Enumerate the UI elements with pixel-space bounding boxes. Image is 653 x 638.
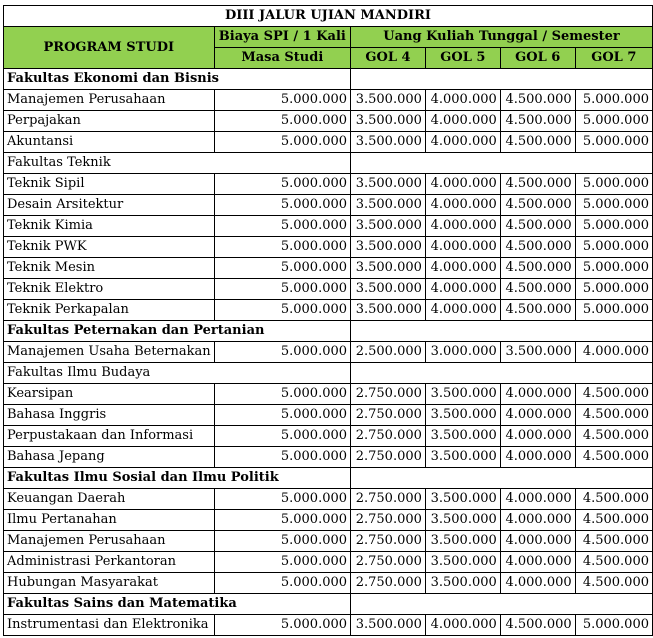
program-name: Teknik Perkapalan bbox=[4, 300, 215, 321]
table-row bbox=[4, 615, 653, 636]
gol-5-cell: 3.500.000 bbox=[425, 405, 500, 426]
spi-cell: 5.000.000 bbox=[214, 132, 350, 153]
gol-7-cell: 4.500.000 bbox=[575, 447, 652, 468]
table-title: DIII JALUR UJIAN MANDIRI bbox=[4, 6, 653, 27]
gol-4-cell: 3.500.000 bbox=[351, 90, 426, 111]
faculty-blank-cell bbox=[575, 594, 652, 615]
gol-6-cell: 4.000.000 bbox=[500, 552, 575, 573]
gol-6-cell: 4.500.000 bbox=[500, 132, 575, 153]
header-spi-line2: Masa Studi bbox=[214, 48, 350, 69]
table-row bbox=[4, 90, 653, 111]
gol-5-cell: 3.500.000 bbox=[425, 510, 500, 531]
gol-7-cell: 4.500.000 bbox=[575, 489, 652, 510]
program-name: Manajemen Usaha Beternakan bbox=[4, 342, 215, 363]
program-name: Perpajakan bbox=[4, 111, 215, 132]
gol-7-cell: 4.500.000 bbox=[575, 426, 652, 447]
table-row bbox=[4, 300, 653, 321]
program-name: Teknik PWK bbox=[4, 237, 215, 258]
faculty-blank-cell bbox=[500, 363, 575, 384]
spi-cell: 5.000.000 bbox=[214, 489, 350, 510]
program-name: Ilmu Pertanahan bbox=[4, 510, 215, 531]
spi-cell: 5.000.000 bbox=[214, 573, 350, 594]
gol-5-cell: 4.000.000 bbox=[425, 615, 500, 636]
faculty-row bbox=[4, 321, 653, 342]
gol-5-cell: 4.000.000 bbox=[425, 279, 500, 300]
gol-4-cell: 3.500.000 bbox=[351, 258, 426, 279]
gol-7-cell: 5.000.000 bbox=[575, 237, 652, 258]
gol-6-cell: 4.500.000 bbox=[500, 300, 575, 321]
program-name: Manajemen Perusahaan bbox=[4, 90, 215, 111]
gol-4-cell: 2.750.000 bbox=[351, 405, 426, 426]
gol-6-cell: 4.000.000 bbox=[500, 405, 575, 426]
gol-5-cell: 3.500.000 bbox=[425, 384, 500, 405]
program-name: Teknik Elektro bbox=[4, 279, 215, 300]
faculty-row bbox=[4, 363, 653, 384]
gol-5-cell: 4.000.000 bbox=[425, 258, 500, 279]
faculty-blank-cell bbox=[425, 594, 500, 615]
table-row bbox=[4, 426, 653, 447]
spi-cell: 5.000.000 bbox=[214, 111, 350, 132]
spi-cell: 5.000.000 bbox=[214, 615, 350, 636]
table-row bbox=[4, 132, 653, 153]
faculty-blank-cell bbox=[575, 363, 652, 384]
faculty-blank-cell bbox=[425, 363, 500, 384]
gol-6-cell: 4.000.000 bbox=[500, 489, 575, 510]
table-row bbox=[4, 258, 653, 279]
faculty-row bbox=[4, 69, 653, 90]
spi-cell: 5.000.000 bbox=[214, 300, 350, 321]
header-spi-line1: Biaya SPI / 1 Kali bbox=[214, 27, 350, 48]
table-row bbox=[4, 342, 653, 363]
table-row bbox=[4, 384, 653, 405]
header-gol-4: GOL 4 bbox=[351, 48, 426, 69]
gol-7-cell: 5.000.000 bbox=[575, 615, 652, 636]
gol-6-cell: 4.500.000 bbox=[500, 195, 575, 216]
faculty-blank-cell bbox=[425, 468, 500, 489]
spi-cell: 5.000.000 bbox=[214, 426, 350, 447]
gol-5-cell: 3.500.000 bbox=[425, 447, 500, 468]
spi-cell: 5.000.000 bbox=[214, 258, 350, 279]
gol-5-cell: 3.500.000 bbox=[425, 573, 500, 594]
program-name: Teknik Kimia bbox=[4, 216, 215, 237]
header-ukt: Uang Kuliah Tunggal / Semester bbox=[351, 27, 653, 48]
gol-5-cell: 4.000.000 bbox=[425, 195, 500, 216]
spi-cell: 5.000.000 bbox=[214, 384, 350, 405]
table-row bbox=[4, 447, 653, 468]
table-row bbox=[4, 216, 653, 237]
gol-6-cell: 4.000.000 bbox=[500, 510, 575, 531]
gol-5-cell: 3.500.000 bbox=[425, 426, 500, 447]
gol-5-cell: 4.000.000 bbox=[425, 216, 500, 237]
gol-7-cell: 4.500.000 bbox=[575, 384, 652, 405]
faculty-blank-cell bbox=[425, 153, 500, 174]
gol-6-cell: 4.500.000 bbox=[500, 216, 575, 237]
table-row bbox=[4, 111, 653, 132]
gol-5-cell: 3.500.000 bbox=[425, 489, 500, 510]
gol-7-cell: 4.500.000 bbox=[575, 573, 652, 594]
gol-5-cell: 4.000.000 bbox=[425, 174, 500, 195]
table-body bbox=[4, 69, 653, 636]
spi-cell: 5.000.000 bbox=[214, 552, 350, 573]
spi-cell: 5.000.000 bbox=[214, 510, 350, 531]
spi-cell: 5.000.000 bbox=[214, 174, 350, 195]
program-name: Keuangan Daerah bbox=[4, 489, 215, 510]
faculty-blank-cell bbox=[575, 153, 652, 174]
gol-7-cell: 5.000.000 bbox=[575, 132, 652, 153]
gol-4-cell: 2.750.000 bbox=[351, 510, 426, 531]
faculty-name: Fakultas Ilmu Sosial dan Ilmu Politik bbox=[4, 468, 351, 489]
gol-6-cell: 4.500.000 bbox=[500, 615, 575, 636]
faculty-blank-cell bbox=[575, 321, 652, 342]
header-gol-5: GOL 5 bbox=[425, 48, 500, 69]
gol-4-cell: 3.500.000 bbox=[351, 174, 426, 195]
faculty-blank-cell bbox=[351, 153, 426, 174]
faculty-row bbox=[4, 468, 653, 489]
faculty-blank-cell bbox=[351, 69, 426, 90]
gol-4-cell: 3.500.000 bbox=[351, 279, 426, 300]
gol-6-cell: 4.500.000 bbox=[500, 90, 575, 111]
gol-5-cell: 4.000.000 bbox=[425, 132, 500, 153]
table-row bbox=[4, 489, 653, 510]
table-row bbox=[4, 174, 653, 195]
program-name: Hubungan Masyarakat bbox=[4, 573, 215, 594]
table-row bbox=[4, 195, 653, 216]
faculty-blank-cell bbox=[351, 321, 426, 342]
table-row bbox=[4, 510, 653, 531]
program-name: Akuntansi bbox=[4, 132, 215, 153]
table-row bbox=[4, 573, 653, 594]
gol-7-cell: 5.000.000 bbox=[575, 279, 652, 300]
faculty-blank-cell bbox=[575, 468, 652, 489]
table-row bbox=[4, 237, 653, 258]
gol-4-cell: 3.500.000 bbox=[351, 111, 426, 132]
spi-cell: 5.000.000 bbox=[214, 90, 350, 111]
spi-cell: 5.000.000 bbox=[214, 447, 350, 468]
gol-7-cell: 5.000.000 bbox=[575, 90, 652, 111]
gol-6-cell: 4.000.000 bbox=[500, 426, 575, 447]
faculty-name: Fakultas Peternakan dan Pertanian bbox=[4, 321, 351, 342]
faculty-name: Fakultas Ilmu Budaya bbox=[4, 363, 351, 384]
program-name: Desain Arsitektur bbox=[4, 195, 215, 216]
table-row bbox=[4, 279, 653, 300]
gol-7-cell: 4.500.000 bbox=[575, 552, 652, 573]
faculty-blank-cell bbox=[425, 69, 500, 90]
gol-6-cell: 4.500.000 bbox=[500, 258, 575, 279]
faculty-blank-cell bbox=[500, 69, 575, 90]
tuition-table bbox=[3, 5, 653, 636]
faculty-blank-cell bbox=[500, 321, 575, 342]
header-program-studi: PROGRAM STUDI bbox=[4, 27, 215, 69]
faculty-name: Fakultas Sains dan Matematika bbox=[4, 594, 351, 615]
gol-7-cell: 4.000.000 bbox=[575, 342, 652, 363]
spi-cell: 5.000.000 bbox=[214, 405, 350, 426]
faculty-blank-cell bbox=[500, 594, 575, 615]
program-name: Perpustakaan dan Informasi bbox=[4, 426, 215, 447]
faculty-blank-cell bbox=[351, 594, 426, 615]
gol-4-cell: 3.500.000 bbox=[351, 132, 426, 153]
faculty-blank-cell bbox=[575, 69, 652, 90]
gol-7-cell: 4.500.000 bbox=[575, 510, 652, 531]
gol-4-cell: 3.500.000 bbox=[351, 615, 426, 636]
gol-6-cell: 4.500.000 bbox=[500, 174, 575, 195]
program-name: Instrumentasi dan Elektronika bbox=[4, 615, 215, 636]
gol-7-cell: 5.000.000 bbox=[575, 111, 652, 132]
faculty-blank-cell bbox=[351, 468, 426, 489]
header-gol-6: GOL 6 bbox=[500, 48, 575, 69]
gol-5-cell: 4.000.000 bbox=[425, 90, 500, 111]
gol-5-cell: 4.000.000 bbox=[425, 237, 500, 258]
spi-cell: 5.000.000 bbox=[214, 279, 350, 300]
spi-cell: 5.000.000 bbox=[214, 216, 350, 237]
gol-6-cell: 3.500.000 bbox=[500, 342, 575, 363]
spi-cell: 5.000.000 bbox=[214, 342, 350, 363]
spi-cell: 5.000.000 bbox=[214, 237, 350, 258]
gol-6-cell: 4.500.000 bbox=[500, 111, 575, 132]
gol-6-cell: 4.500.000 bbox=[500, 279, 575, 300]
gol-4-cell: 3.500.000 bbox=[351, 237, 426, 258]
gol-5-cell: 3.500.000 bbox=[425, 552, 500, 573]
faculty-name: Fakultas Teknik bbox=[4, 153, 351, 174]
gol-4-cell: 2.750.000 bbox=[351, 447, 426, 468]
gol-6-cell: 4.000.000 bbox=[500, 573, 575, 594]
gol-6-cell: 4.500.000 bbox=[500, 237, 575, 258]
gol-5-cell: 3.500.000 bbox=[425, 531, 500, 552]
gol-4-cell: 2.750.000 bbox=[351, 531, 426, 552]
table-row bbox=[4, 531, 653, 552]
faculty-row bbox=[4, 153, 653, 174]
gol-4-cell: 3.500.000 bbox=[351, 216, 426, 237]
table-row bbox=[4, 405, 653, 426]
gol-6-cell: 4.000.000 bbox=[500, 447, 575, 468]
gol-4-cell: 2.750.000 bbox=[351, 573, 426, 594]
gol-4-cell: 2.500.000 bbox=[351, 342, 426, 363]
program-name: Bahasa Inggris bbox=[4, 405, 215, 426]
program-name: Administrasi Perkantoran bbox=[4, 552, 215, 573]
faculty-blank-cell bbox=[500, 468, 575, 489]
spi-cell: 5.000.000 bbox=[214, 195, 350, 216]
gol-4-cell: 2.750.000 bbox=[351, 552, 426, 573]
gol-6-cell: 4.000.000 bbox=[500, 384, 575, 405]
gol-7-cell: 5.000.000 bbox=[575, 300, 652, 321]
faculty-name: Fakultas Ekonomi dan Bisnis bbox=[4, 69, 351, 90]
gol-7-cell: 5.000.000 bbox=[575, 216, 652, 237]
gol-5-cell: 4.000.000 bbox=[425, 300, 500, 321]
gol-4-cell: 2.750.000 bbox=[351, 489, 426, 510]
gol-4-cell: 2.750.000 bbox=[351, 384, 426, 405]
faculty-row bbox=[4, 594, 653, 615]
gol-4-cell: 2.750.000 bbox=[351, 426, 426, 447]
table-row bbox=[4, 552, 653, 573]
gol-5-cell: 3.000.000 bbox=[425, 342, 500, 363]
gol-4-cell: 3.500.000 bbox=[351, 195, 426, 216]
program-name: Teknik Sipil bbox=[4, 174, 215, 195]
program-name: Teknik Mesin bbox=[4, 258, 215, 279]
faculty-blank-cell bbox=[500, 153, 575, 174]
gol-5-cell: 4.000.000 bbox=[425, 111, 500, 132]
program-name: Manajemen Perusahaan bbox=[4, 531, 215, 552]
spi-cell: 5.000.000 bbox=[214, 531, 350, 552]
faculty-blank-cell bbox=[351, 363, 426, 384]
gol-6-cell: 4.000.000 bbox=[500, 531, 575, 552]
program-name: Bahasa Jepang bbox=[4, 447, 215, 468]
gol-7-cell: 5.000.000 bbox=[575, 195, 652, 216]
gol-4-cell: 3.500.000 bbox=[351, 300, 426, 321]
gol-7-cell: 4.500.000 bbox=[575, 405, 652, 426]
faculty-blank-cell bbox=[425, 321, 500, 342]
header-gol-7: GOL 7 bbox=[575, 48, 652, 69]
gol-7-cell: 5.000.000 bbox=[575, 258, 652, 279]
gol-7-cell: 4.500.000 bbox=[575, 531, 652, 552]
program-name: Kearsipan bbox=[4, 384, 215, 405]
gol-7-cell: 5.000.000 bbox=[575, 174, 652, 195]
